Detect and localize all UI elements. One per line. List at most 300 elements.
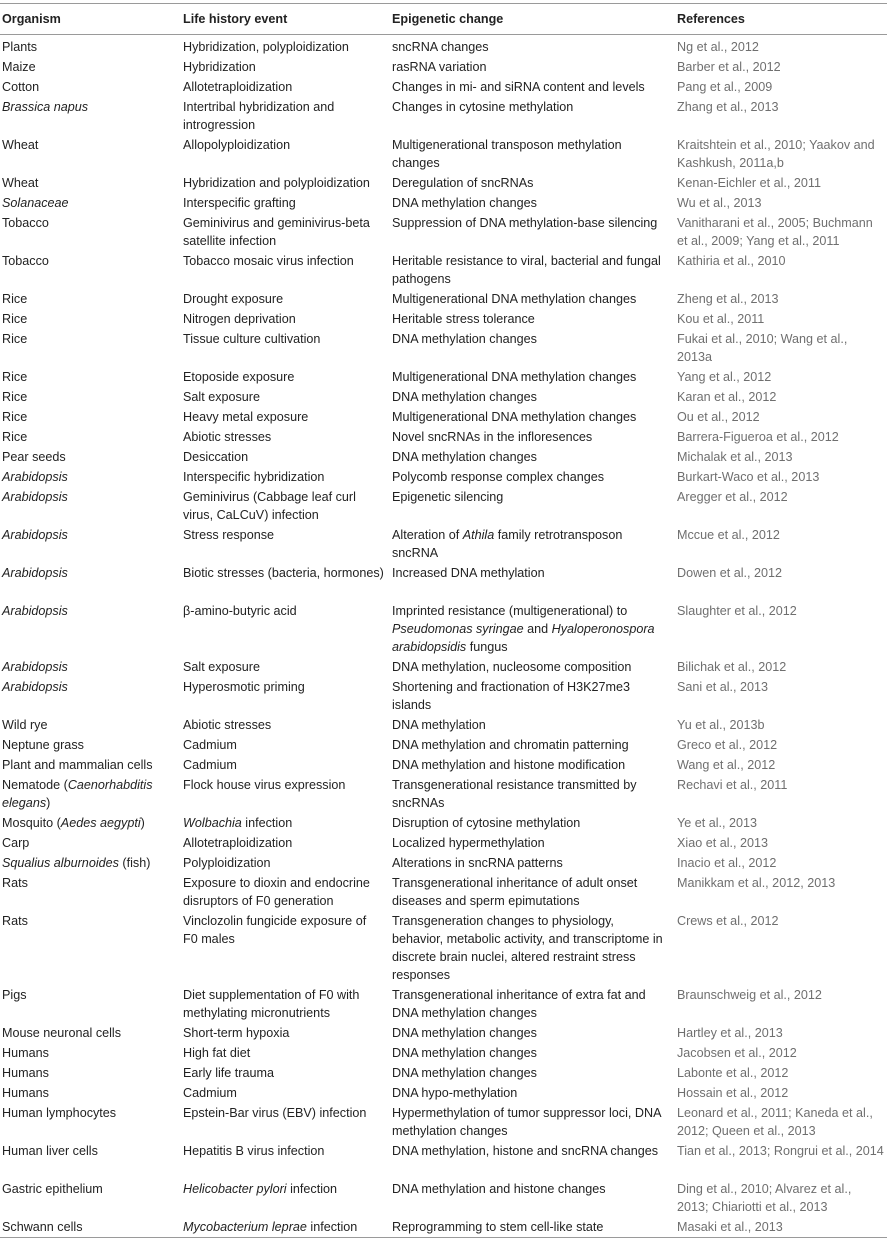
cell-life-history-event-text: Hybridization, polyploidization [183,40,349,54]
cell-organism [0,657,183,677]
cell-epigenetic-change [392,309,677,329]
cell-life-history-event-text: Cadmium [183,738,237,752]
cell-epigenetic-change [392,1141,677,1179]
cell-life-history-event [183,135,392,173]
cell-organism [0,735,183,755]
cell-epigenetic-change-text: DNA methylation changes [392,390,537,404]
cell-organism [0,193,183,213]
cell-epigenetic-change [392,97,677,135]
cell-epigenetic-change-text: Increased DNA methylation [392,566,545,580]
cell-references-text: Bilichak et al., 2012 [677,660,787,674]
cell-epigenetic-change-text: sncRNA changes [392,40,489,54]
cell-life-history-event-text: Vinclozolin fungicide exposure of F0 males [183,914,367,946]
cell-organism-text: Mouse neuronal cells [2,1026,122,1040]
cell-organism-text: Rice [2,332,28,346]
table-row [0,657,887,677]
cell-life-history-event [183,1043,392,1063]
cell-life-history-event-text: Abiotic stresses [183,430,272,444]
cell-references [677,367,887,387]
cell-epigenetic-change [392,37,677,57]
cell-organism-text: Wheat [2,176,39,190]
cell-organism-text: Brassica napus [2,100,89,114]
cell-references [677,601,887,657]
table-row [0,1023,887,1043]
cell-references-text: Karan et al., 2012 [677,390,777,404]
cell-life-history-event [183,213,392,251]
cell-life-history-event-text: Polyploidization [183,856,271,870]
cell-life-history-event-text: Tobacco mosaic virus infection [183,254,354,268]
cell-life-history-event-text: Interspecific grafting [183,196,296,210]
table-row [0,853,887,873]
cell-life-history-event-text: High fat diet [183,1046,251,1060]
cell-life-history-event-text: Allotetraploidization [183,80,293,94]
cell-organism-text: Plants [2,40,38,54]
cell-epigenetic-change [392,289,677,309]
table-row [0,1179,887,1217]
table-row [0,467,887,487]
cell-epigenetic-change [392,57,677,77]
cell-organism [0,37,183,57]
cell-organism-text: Humans [2,1086,49,1100]
table-row [0,1083,887,1103]
table-row [0,813,887,833]
cell-life-history-event [183,77,392,97]
cell-epigenetic-change-text: Multigenerational DNA methylation changes [392,292,637,306]
cell-references [677,193,887,213]
cell-organism [0,1063,183,1083]
cell-organism [0,755,183,775]
cell-organism [0,525,183,563]
cell-epigenetic-change [392,873,677,911]
cell-organism-text: Wild rye [2,718,48,732]
table-row [0,755,887,775]
cell-life-history-event [183,37,392,57]
cell-organism-text: Humans [2,1046,49,1060]
cell-epigenetic-change [392,407,677,427]
cell-organism-text: Rice [2,410,28,424]
cell-epigenetic-change-text: DNA methylation and histone changes [392,1182,606,1196]
cell-references [677,1043,887,1063]
header-organism: Organism [2,12,61,26]
cell-epigenetic-change [392,1179,677,1217]
cell-epigenetic-change-text: Transgeneration changes to physiology, behavior, metabolic activity, and transcriptome in discrete brain nuclei, altered restraint stress responses [392,914,663,982]
cell-organism [0,1043,183,1063]
cell-references [677,985,887,1023]
cell-references [677,813,887,833]
cell-references [677,37,887,57]
cell-references-text: Barrera-Figueroa et al., 2012 [677,430,839,444]
cell-organism [0,601,183,657]
table-row [0,173,887,193]
cell-organism-text: (fish) [118,856,151,870]
cell-epigenetic-change-text: Multigenerational DNA methylation changes [392,370,637,384]
cell-organism-text: Nematode ( [2,778,68,792]
cell-references [677,1023,887,1043]
cell-organism [0,833,183,853]
cell-references-text: Tian et al., 2013; Rongrui et al., 2014 [677,1144,884,1158]
cell-references [677,657,887,677]
cell-organism-text: Rice [2,390,28,404]
cell-life-history-event-text: infection [306,1220,358,1234]
table-row [0,251,887,289]
cell-references [677,775,887,813]
cell-epigenetic-change-text: Transgenerational inheritance of extra fat and DNA methylation changes [392,988,646,1020]
cell-epigenetic-change-text: DNA methylation changes [392,450,537,464]
cell-epigenetic-change-text: DNA methylation [392,718,486,732]
cell-references-text: Zheng et al., 2013 [677,292,779,306]
cell-epigenetic-change [392,77,677,97]
cell-life-history-event-text: Mycobacterium leprae [183,1220,307,1234]
cell-epigenetic-change [392,985,677,1023]
cell-organism [0,329,183,367]
cell-life-history-event-text: Allopolyploidization [183,138,291,152]
cell-epigenetic-change-text: Changes in cytosine methylation [392,100,574,114]
cell-life-history-event-text: Hyperosmotic priming [183,680,305,694]
cell-references-text: Aregger et al., 2012 [677,490,788,504]
cell-organism-text: Maize [2,60,36,74]
table-row [0,1217,887,1237]
cell-references [677,427,887,447]
cell-references [677,309,887,329]
cell-organism [0,213,183,251]
cell-life-history-event-text: Tissue culture cultivation [183,332,321,346]
cell-organism-text: Plant and mammalian cells [2,758,153,772]
cell-epigenetic-change [392,251,677,289]
cell-life-history-event [183,407,392,427]
cell-references-text: Masaki et al., 2013 [677,1220,783,1234]
cell-epigenetic-change [392,387,677,407]
cell-references-text: Kou et al., 2011 [677,312,765,326]
cell-life-history-event-text: Geminivirus and geminivirus-beta satellite infection [183,216,370,248]
table-row [0,387,887,407]
cell-organism [0,911,183,985]
cell-organism [0,1083,183,1103]
header-epigenetic-change: Epigenetic change [392,12,504,26]
cell-organism-text: Tobacco [2,254,49,268]
cell-references [677,873,887,911]
table-row [0,329,887,367]
cell-organism [0,97,183,135]
table-row [0,97,887,135]
cell-life-history-event-text: Exposure to dioxin and endocrine disruptors of F0 generation [183,876,370,908]
cell-life-history-event [183,329,392,367]
cell-epigenetic-change [392,1043,677,1063]
cell-organism-text: Caenorhabditis elegans [2,778,153,810]
table-row [0,135,887,173]
cell-life-history-event-text: Helicobacter pylori [183,1182,287,1196]
cell-epigenetic-change [392,1023,677,1043]
cell-references [677,1141,887,1179]
cell-references-text: Wang et al., 2012 [677,758,776,772]
cell-life-history-event-text: Epstein-Bar virus (EBV) infection [183,1106,367,1120]
cell-references-text: Ye et al., 2013 [677,816,758,830]
cell-references-text: Kraitshtein et al., 2010; Yaakov and Kashkush, 2011a,b [677,138,875,170]
cell-life-history-event-text: Hybridization and polyploidization [183,176,370,190]
cell-epigenetic-change-text: Disruption of cytosine methylation [392,816,581,830]
cell-life-history-event [183,813,392,833]
cell-organism-text: Humans [2,1066,49,1080]
cell-epigenetic-change [392,755,677,775]
table-body [0,37,887,1237]
cell-organism-text: Carp [2,836,30,850]
cell-epigenetic-change [392,1063,677,1083]
cell-epigenetic-change [392,135,677,173]
cell-epigenetic-change-text: Multigenerational transposon methylation changes [392,138,622,170]
cell-life-history-event [183,57,392,77]
cell-life-history-event [183,833,392,853]
cell-epigenetic-change-text: Epigenetic silencing [392,490,504,504]
cell-organism [0,427,183,447]
cell-epigenetic-change-text: Alteration of [392,528,463,542]
cell-life-history-event [183,467,392,487]
cell-life-history-event [183,427,392,447]
cell-references-text: Ou et al., 2012 [677,410,760,424]
table-row [0,1103,887,1141]
table-row [0,309,887,329]
cell-references [677,525,887,563]
cell-organism [0,813,183,833]
cell-references [677,735,887,755]
table-row [0,911,887,985]
cell-references [677,467,887,487]
cell-life-history-event-text: Cadmium [183,1086,237,1100]
cell-references-text: Ding et al., 2010; Alvarez et al., 2013; Chiariotti et al., 2013 [677,1182,852,1214]
table-row [0,677,887,715]
cell-organism [0,467,183,487]
cell-life-history-event-text: Etoposide exposure [183,370,295,384]
cell-life-history-event [183,657,392,677]
cell-references-text: Manikkam et al., 2012, 2013 [677,876,836,890]
cell-epigenetic-change [392,525,677,563]
cell-references [677,833,887,853]
cell-references [677,715,887,735]
cell-references [677,755,887,775]
cell-life-history-event [183,367,392,387]
cell-epigenetic-change-text: DNA methylation changes [392,196,537,210]
cell-references-text: Yang et al., 2012 [677,370,772,384]
cell-organism [0,57,183,77]
cell-organism-text: ) [140,816,145,830]
cell-organism-text: Solanaceae [2,196,69,210]
cell-references [677,329,887,367]
cell-epigenetic-change-text: Heritable stress tolerance [392,312,535,326]
cell-life-history-event-text: Desiccation [183,450,249,464]
cell-life-history-event [183,563,392,601]
cell-organism-text: Rats [2,876,28,890]
cell-epigenetic-change [392,833,677,853]
table-row [0,427,887,447]
cell-epigenetic-change-text: Deregulation of sncRNAs [392,176,534,190]
cell-references-text: Zhang et al., 2013 [677,100,779,114]
cell-epigenetic-change-text: DNA methylation changes [392,1026,537,1040]
table-row [0,563,887,601]
cell-epigenetic-change-text: Localized hypermethylation [392,836,545,850]
cell-life-history-event [183,985,392,1023]
cell-epigenetic-change-text: Multigenerational DNA methylation changes [392,410,637,424]
cell-epigenetic-change-text: DNA methylation changes [392,1066,537,1080]
table-row [0,487,887,525]
cell-life-history-event [183,715,392,735]
cell-references-text: Ng et al., 2012 [677,40,759,54]
cell-organism [0,1179,183,1217]
cell-organism [0,1217,183,1237]
cell-epigenetic-change [392,467,677,487]
cell-life-history-event [183,677,392,715]
cell-references-text: Kathiria et al., 2010 [677,254,786,268]
cell-organism [0,487,183,525]
cell-epigenetic-change-text: Transgenerational inheritance of adult onset diseases and sperm epimutations [392,876,638,908]
header-row [0,4,887,34]
cell-organism [0,775,183,813]
cell-organism [0,985,183,1023]
cell-life-history-event-text: Flock house virus expression [183,778,346,792]
cell-organism-text: Arabidopsis [2,680,68,694]
table-row [0,37,887,57]
cell-references [677,677,887,715]
cell-references-text: Slaughter et al., 2012 [677,604,797,618]
cell-epigenetic-change-text: family retrotransposon sncRNA [392,528,623,560]
cell-epigenetic-change [392,427,677,447]
cell-references [677,911,887,985]
table-row [0,715,887,735]
cell-organism [0,387,183,407]
cell-organism [0,563,183,601]
cell-organism [0,1141,183,1179]
cell-organism-text: Cotton [2,80,40,94]
table-row [0,213,887,251]
cell-organism-text: Rice [2,312,28,326]
cell-references-text: Fukai et al., 2010; Wang et al., 2013a [677,332,848,364]
table-row [0,289,887,309]
cell-epigenetic-change-text: Transgenerational resistance transmitted by sncRNAs [392,778,637,810]
cell-life-history-event [183,97,392,135]
cell-organism [0,853,183,873]
cell-references-text: Xiao et al., 2013 [677,836,769,850]
cell-epigenetic-change-text: DNA hypo-methylation [392,1086,518,1100]
cell-organism [0,173,183,193]
cell-epigenetic-change [392,911,677,985]
cell-references-text: Wu et al., 2013 [677,196,762,210]
cell-references-text: Vanitharani et al., 2005; Buchmann et al., 2009; Yang et al., 2011 [677,216,873,248]
cell-references-text: Kenan-Eichler et al., 2011 [677,176,821,190]
cell-organism [0,135,183,173]
cell-organism-text: Arabidopsis [2,604,68,618]
cell-life-history-event-text: Short-term hypoxia [183,1026,290,1040]
cell-organism [0,367,183,387]
cell-references [677,77,887,97]
cell-references [677,173,887,193]
cell-life-history-event [183,1141,392,1179]
cell-life-history-event-text: Salt exposure [183,390,261,404]
cell-epigenetic-change [392,1103,677,1141]
cell-organism [0,289,183,309]
cell-epigenetic-change [392,487,677,525]
cell-epigenetic-change [392,735,677,755]
cell-references [677,447,887,467]
cell-references-text: Greco et al., 2012 [677,738,778,752]
cell-references [677,97,887,135]
cell-life-history-event [183,1217,392,1237]
cell-organism-text: Human liver cells [2,1144,98,1158]
cell-life-history-event [183,289,392,309]
cell-epigenetic-change [392,1217,677,1237]
cell-epigenetic-change-text: rasRNA variation [392,60,487,74]
cell-epigenetic-change-text: Alterations in sncRNA patterns [392,856,563,870]
cell-organism-text: Schwann cells [2,1220,83,1234]
cell-references-text: Crews et al., 2012 [677,914,779,928]
cell-references [677,1217,887,1237]
cell-references [677,1179,887,1217]
cell-references-text: Inacio et al., 2012 [677,856,777,870]
cell-organism-text: Rice [2,430,28,444]
cell-organism [0,251,183,289]
bottom-rule [0,1237,887,1238]
table-row [0,601,887,657]
cell-references [677,387,887,407]
cell-epigenetic-change [392,813,677,833]
cell-life-history-event-text: Biotic stresses (bacteria, hormones) [183,566,384,580]
cell-references-text: Mccue et al., 2012 [677,528,780,542]
cell-organism [0,1023,183,1043]
cell-references-text: Barber et al., 2012 [677,60,781,74]
cell-references [677,57,887,77]
table-row [0,985,887,1023]
cell-organism-text: Arabidopsis [2,490,68,504]
cell-organism [0,715,183,735]
cell-life-history-event [183,309,392,329]
cell-epigenetic-change-text: DNA methylation and chromatin patterning [392,738,629,752]
cell-life-history-event-text: Drought exposure [183,292,284,306]
cell-life-history-event-text: β-amino-butyric acid [183,604,297,618]
cell-references [677,407,887,427]
cell-references-text: Hossain et al., 2012 [677,1086,789,1100]
cell-epigenetic-change-text: Pseudomonas syringae [392,622,524,636]
cell-organism-text: Pear seeds [2,450,66,464]
cell-life-history-event-text: Interspecific hybridization [183,470,325,484]
cell-epigenetic-change-text: Heritable resistance to viral, bacterial and fungal pathogens [392,254,661,286]
cell-life-history-event [183,911,392,985]
cell-epigenetic-change-text: DNA methylation and histone modification [392,758,626,772]
cell-life-history-event [183,525,392,563]
cell-references-text: Hartley et al., 2013 [677,1026,783,1040]
cell-references [677,251,887,289]
cell-life-history-event-text: Nitrogen deprivation [183,312,296,326]
cell-references-text: Rechavi et al., 2011 [677,778,788,792]
cell-epigenetic-change-text: Changes in mi- and siRNA content and levels [392,80,645,94]
cell-references [677,213,887,251]
cell-organism-text: Pigs [2,988,27,1002]
cell-life-history-event-text: Intertribal hybridization and introgression [183,100,335,132]
table-row [0,407,887,427]
cell-epigenetic-change [392,563,677,601]
cell-life-history-event [183,1023,392,1043]
cell-epigenetic-change [392,329,677,367]
cell-epigenetic-change-text: Imprinted resistance (multigenerational) to [392,604,628,618]
table-row [0,735,887,755]
cell-epigenetic-change-text: Suppression of DNA methylation-base silencing [392,216,658,230]
cell-life-history-event-text: Diet supplementation of F0 with methylating micronutrients [183,988,360,1020]
cell-life-history-event [183,755,392,775]
cell-life-history-event-text: Early life trauma [183,1066,274,1080]
table-row [0,1063,887,1083]
cell-organism-text: Arabidopsis [2,528,68,542]
cell-epigenetic-change-text: Hypermethylation of tumor suppressor loci, DNA methylation changes [392,1106,661,1138]
table-row [0,57,887,77]
cell-life-history-event-text: Heavy metal exposure [183,410,309,424]
cell-references [677,289,887,309]
cell-life-history-event [183,487,392,525]
cell-references [677,853,887,873]
